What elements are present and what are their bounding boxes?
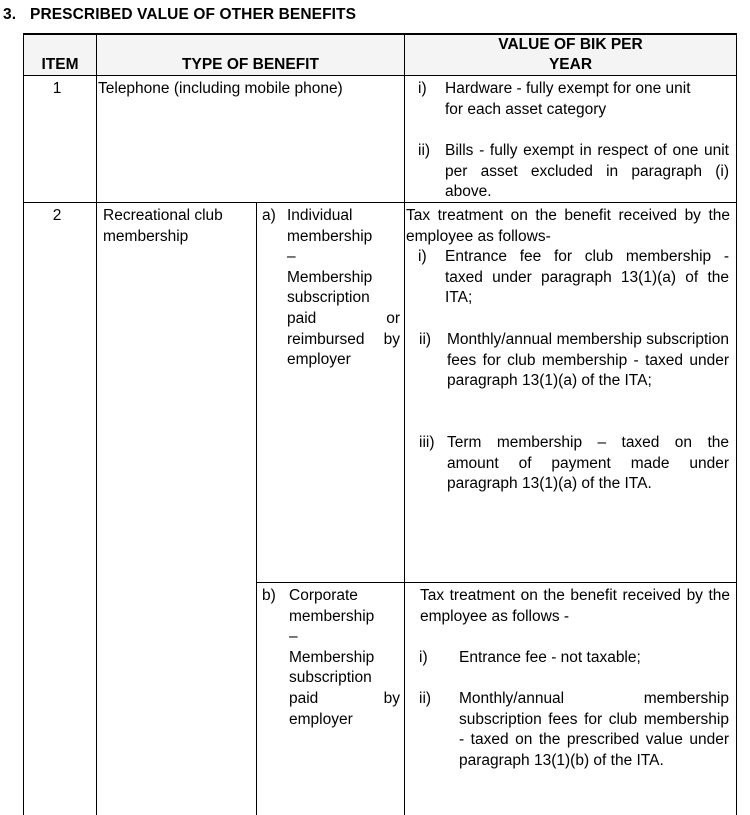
sub-b-point-ii-text: Monthly/annual membership subscription fees for club membership - taxed on the prescribed value under paragraph 13(1)(b) of the ITA. [459, 690, 729, 769]
row1-item-number: 1 [52, 80, 62, 97]
row1-type-of-benefit: Telephone (including mobile phone) [98, 80, 343, 97]
row1-point-ii-marker: ii) [418, 142, 431, 159]
header-value-line2: YEAR [548, 56, 593, 73]
row2-item-number: 2 [52, 207, 62, 224]
row2-type-of-benefit: Recreational club membership [103, 207, 223, 245]
sub-b-point-ii-marker: ii) [419, 690, 432, 707]
sub-b-label-line1: Corporate [289, 587, 358, 604]
sub-a-label-line1: Individual [287, 207, 353, 224]
sub-b-label-line2: membership [289, 607, 375, 625]
section-title [3, 5, 356, 26]
header-type-of-benefit: TYPE OF BENEFIT [182, 56, 319, 73]
header-value-line1: VALUE OF BIK PER [498, 36, 643, 53]
sub-a-point-i-marker: i) [418, 248, 427, 265]
row1-point-i-text: Hardware - fully exempt for one unit for each asset category [445, 80, 691, 118]
item-column-border [96, 33, 97, 815]
sub-a-point-iii-marker: iii) [419, 434, 435, 451]
sub-b-label-rest: Membership subscription paid by employer [289, 648, 400, 728]
sub-b-label-dash: – [289, 628, 298, 646]
subrow-a-bottom-border [256, 582, 737, 583]
table-left-border [23, 33, 24, 815]
table-right-border [736, 33, 737, 815]
sub-a-marker: a) [262, 207, 276, 224]
sub-a-point-ii-text: Monthly/annual membership subscription fees for club membership - taxed under paragraph 13(1)(a) of the ITA; [447, 331, 729, 390]
sub-a-point-ii-marker: ii) [419, 331, 432, 348]
sub-a-point-i-text: Entrance fee for club membership - taxed under paragraph 13(1)(a) of the ITA; [445, 248, 729, 307]
type-column-border [404, 33, 405, 815]
sub-b-marker: b) [262, 587, 276, 604]
sub-a-label-rest: Membership subscription paid or reimbursed by employer [287, 268, 400, 369]
header-item: ITEM [41, 56, 79, 73]
header-value-of-bik [405, 35, 736, 75]
header-bottom-border [23, 75, 737, 76]
row1-point-i-marker: i) [418, 80, 427, 97]
section-title-text: PRESCRIBED VALUE OF OTHER BENEFITS [30, 6, 357, 23]
sub-a-point-iii-text: Term membership – taxed on the amount of payment made under paragraph 13(1)(a) of the ITA. [447, 434, 729, 493]
section-number: 3. [3, 6, 17, 23]
sub-b-point-i-marker: i) [419, 649, 428, 666]
sub-b-intro: Tax treatment on the benefit received by the employee as follows - [420, 587, 730, 625]
sub-a-intro: Tax treatment on the benefit received by the employee as follows- [406, 207, 730, 245]
row1-point-ii-text: Bills - fully exempt in respect of one unit per asset excluded in paragraph (i) above. [445, 142, 729, 201]
sub-b-label [289, 586, 400, 730]
sub-a-label [287, 206, 400, 371]
sub-a-label-dash: – [287, 248, 296, 266]
sub-a-label-line2: membership [287, 227, 373, 245]
subtype-column-border [256, 202, 257, 815]
sub-b-point-i-text: Entrance fee - not taxable; [459, 649, 641, 666]
